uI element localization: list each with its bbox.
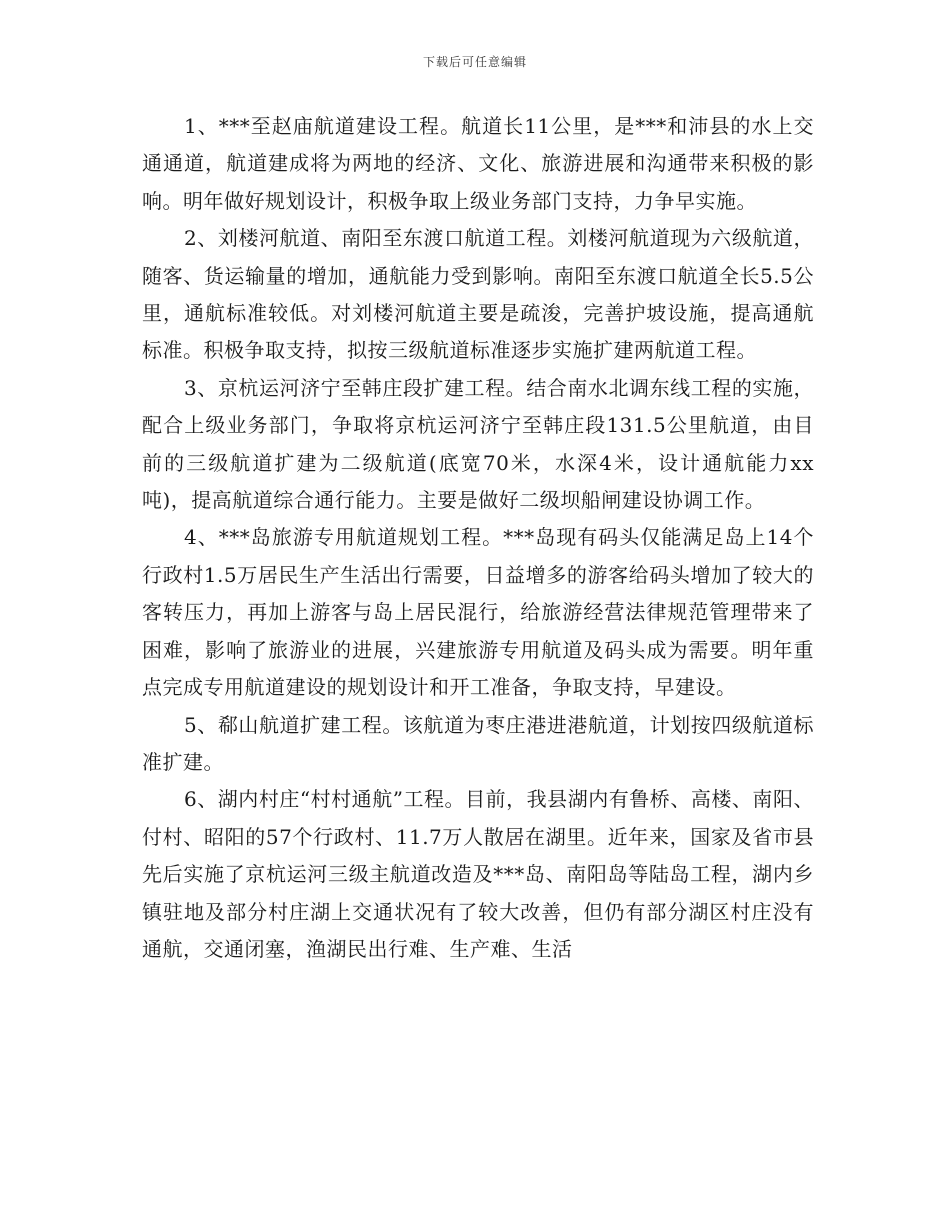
document-body [142, 108, 814, 968]
paragraph-3: 3、京杭运河济宁至韩庄段扩建工程。结合南水北调东线工程的实施，配合上级业务部门，争取将京杭运河济宁至韩庄段131.5公里航道，由目前的三级航道扩建为二级航道(底宽70米，水深4米，设计通航能力xx吨)，提高航道综合通行能力。主要是做好二级坝船闸建设协调工作。 [142, 375, 814, 513]
paragraph-4: 4、***岛旅游专用航道规划工程。***岛现有码头仅能满足岛上14个行政村1.5万居民生产生活出行需要，日益增多的游客给码头增加了较大的客转压力，再加上游客与岛上居民混行，给旅游经营法律规范管理带来了困难，影响了旅游业的进展，兴建旅游专用航道及码头成为需要。明年重点完成专用航道建设的规划设计和开工准备，争取支持，早建设。 [142, 525, 814, 700]
paragraph-6: 6、湖内村庄“村村通航”工程。目前，我县湖内有鲁桥、高楼、南阳、付村、昭阳的57个行政村、11.7万人散居在湖里。近年来，国家及省市县先后实施了京杭运河三级主航道改造及***岛、南阳岛等陆岛工程，湖内乡镇驻地及部分村庄湖上交通状况有了较大改善，但仍有部分湖区村庄没有通航，交通闭塞，渔湖民出行难、生产难、生活 [142, 787, 814, 961]
paragraph-1: 1、***至赵庙航道建设工程。航道长11公里，是***和沛县的水上交通通道，航道建成将为两地的经济、文化、旅游进展和沟通带来积极的影响。明年做好规划设计，积极争取上级业务部门支持，力争早实施。 [142, 114, 814, 213]
paragraph-5: 5、郗山航道扩建工程。该航道为枣庄港进港航道，计划按四级航道标准扩建。 [142, 712, 814, 774]
page-header: 下载后可任意编辑 [422, 55, 527, 69]
paragraph-2: 2、刘楼河航道、南阳至东渡口航道工程。刘楼河航道现为六级航道，随客、货运输量的增加，通航能力受到影响。南阳至东渡口航道全长5.5公里，通航标准较低。对刘楼河航道主要是疏浚，完善护坡设施，提高通航标准。积极争取支持，拟按三级航道标准逐步实施扩建两航道工程。 [142, 226, 814, 363]
